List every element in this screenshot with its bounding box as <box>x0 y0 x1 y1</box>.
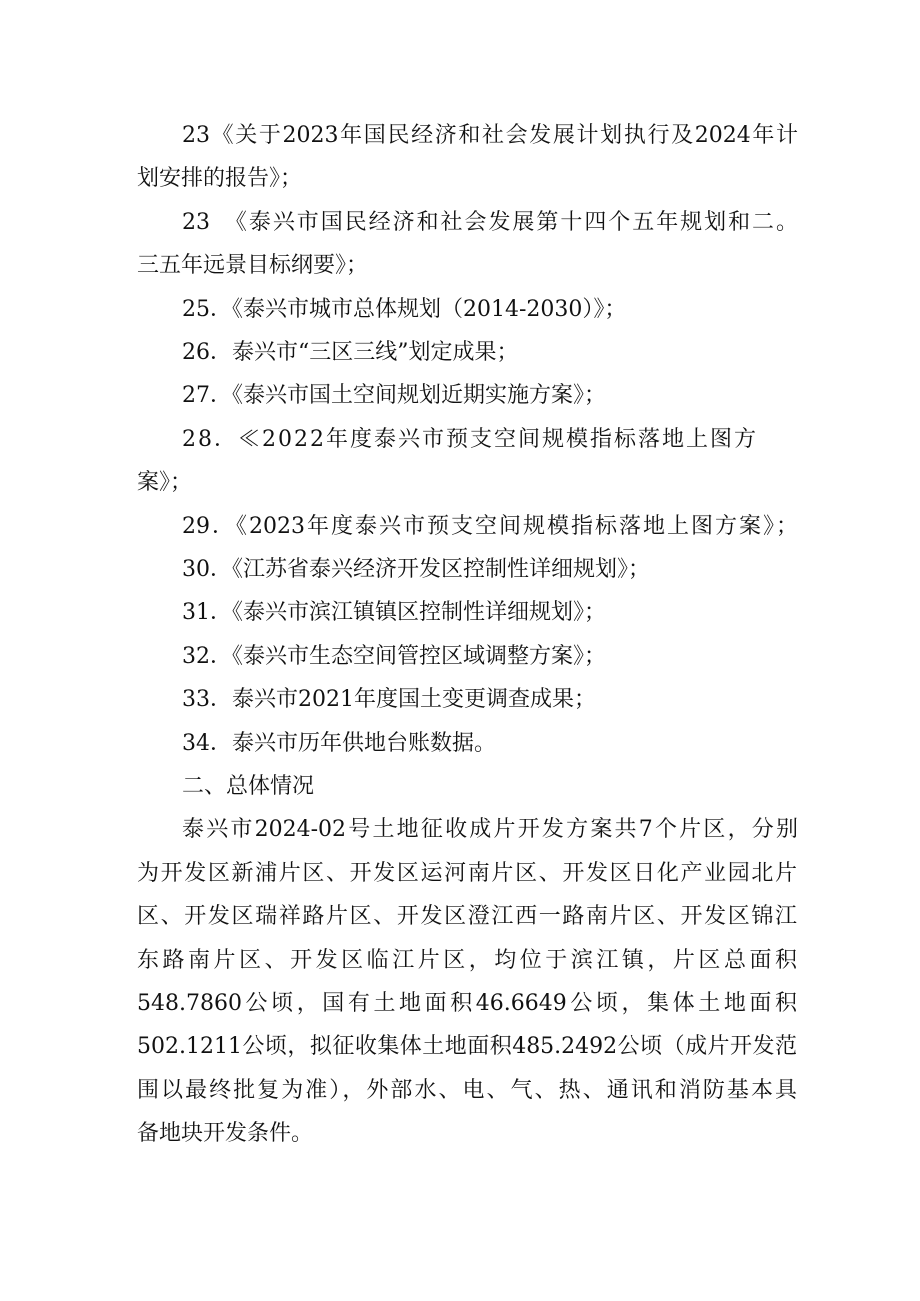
basis-item-23-line-1: 23《关于2023年国民经济和社会发展计划执行及2024年计 <box>182 123 798 148</box>
overview-paragraph-line-1: 泰兴市2024-02号土地征收成片开发方案共7个片区，分别 <box>182 817 798 842</box>
basis-item-29: 29．《2023年度泰兴市预支空间规模指标落地上图方案》； <box>182 514 798 539</box>
overview-paragraph-line-2: 为开发区新浦片区、开发区运河南片区、开发区日化产业园北片 <box>137 861 797 886</box>
basis-item-34: 34．泰兴市历年供地台账数据。 <box>182 731 496 756</box>
basis-item-32: 32．《泰兴市生态空间管控区域调整方案》； <box>182 644 606 669</box>
basis-item-24-line-1: 23 《泰兴市国民经济和社会发展第十四个五年规划和二。 <box>182 210 798 235</box>
basis-item-33: 33．泰兴市2021年度国土变更调查成果； <box>182 687 596 712</box>
basis-item-26: 26．泰兴市“三区三线”划定成果； <box>182 340 519 365</box>
basis-item-23-line-2: 划安排的报告》； <box>137 166 303 191</box>
basis-item-28-line-1: 28．≪2022年度泰兴市预支空间规模指标落地上图方 <box>182 427 758 452</box>
basis-item-28-line-2: 案》； <box>137 470 193 495</box>
overview-paragraph-line-5: 548.7860公顷，国有土地面积46.6649公顷，集体土地面积 <box>137 991 797 1016</box>
section-heading: 二、总体情况 <box>182 774 315 799</box>
overview-paragraph-line-4: 东路南片区、开发区临江片区，均位于滨江镇，片区总面积 <box>137 948 797 973</box>
basis-item-30: 30．《江苏省泰兴经济开发区控制性详细规划》； <box>182 557 650 582</box>
basis-item-27: 27．《泰兴市国土空间规划近期实施方案》； <box>182 383 606 408</box>
overview-paragraph-line-6: 502.1211公顷，拟征收集体土地面积485.2492公顷（成片开发范 <box>137 1034 797 1059</box>
overview-paragraph-line-8: 备地块开发条件。 <box>137 1121 314 1146</box>
overview-paragraph-line-7: 围以最终批复为准），外部水、电、气、热、通讯和消防基本具 <box>137 1078 797 1103</box>
overview-paragraph-line-3: 区、开发区瑞祥路片区、开发区澄江西一路南片区、开发区锦江 <box>137 904 797 929</box>
basis-item-25: 25．《泰兴市城市总体规划（2014-2030）》； <box>182 297 627 322</box>
basis-item-31: 31．《泰兴市滨江镇镇区控制性详细规划》； <box>182 600 606 625</box>
basis-item-24-line-2: 三五年远景目标纲要》； <box>137 253 369 278</box>
